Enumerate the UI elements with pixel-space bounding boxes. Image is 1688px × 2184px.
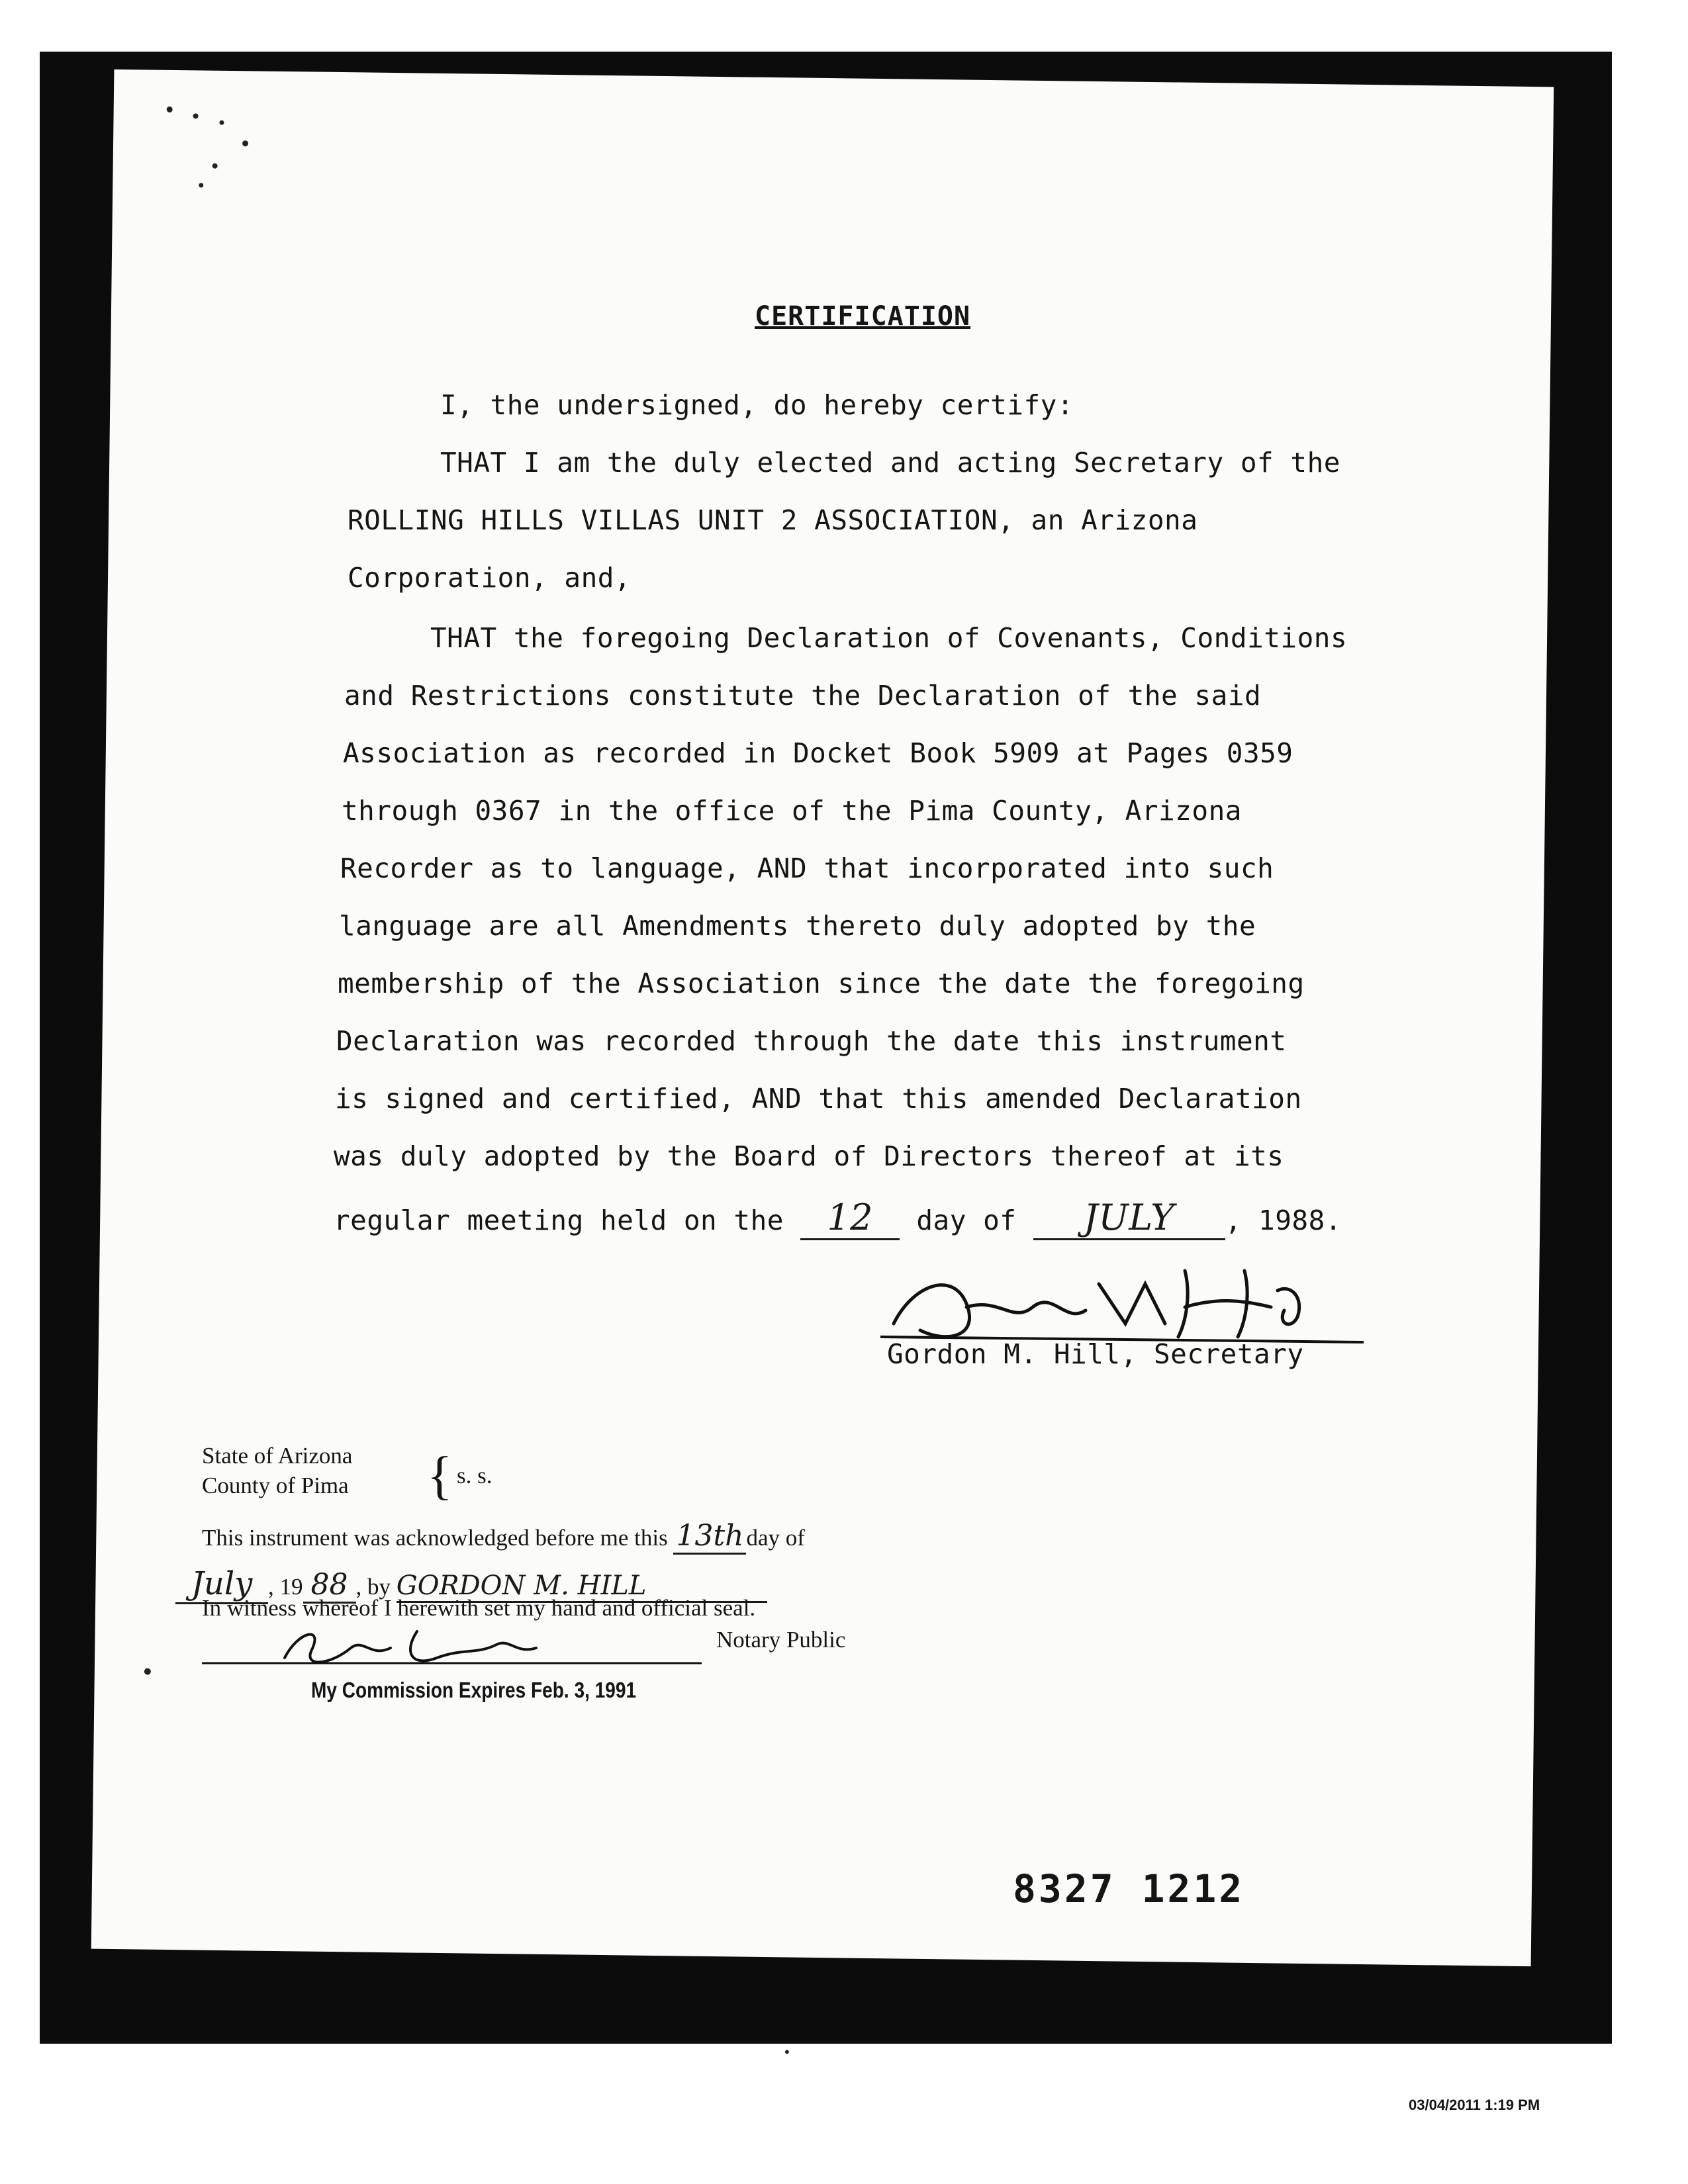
meeting-dayof: day of <box>916 1205 1017 1236</box>
body-line: Declaration was recorded through the date this instrument <box>336 1025 1287 1057</box>
body-line: Recorder as to language, AND that incorporated into such <box>340 852 1274 884</box>
meeting-year: , 1988. <box>1225 1205 1342 1236</box>
body-line: I, the undersigned, do hereby certify: <box>440 389 1074 421</box>
meeting-day: 12 <box>800 1197 900 1240</box>
body-line: and Restrictions constitute the Declaration of the said <box>344 680 1262 711</box>
document-title: CERTIFICATION <box>755 301 971 332</box>
body-line: THAT I am the duly elected and acting Secretary of the <box>440 447 1340 478</box>
notary-signature <box>199 1618 702 1680</box>
body-line: was duly adopted by the Board of Directors thereof at its <box>334 1140 1284 1172</box>
body-line: Association as recorded in Docket Book 5909 at Pages 0359 <box>343 737 1293 769</box>
ack-text: This instrument was acknowledged before me this <box>202 1525 668 1551</box>
ack-year: 88 <box>303 1568 356 1604</box>
body-line: is signed and certified, AND that this amended Declaration <box>335 1083 1302 1115</box>
meeting-prefix: regular meeting held on the <box>334 1205 784 1236</box>
ack-name: GORDON M. HILL <box>397 1570 767 1603</box>
body-line: through 0367 in the office of the Pima County, Arizona <box>342 795 1242 827</box>
recording-number: 8327 1212 <box>1013 1866 1245 1911</box>
body-line: language are all Amendments thereto duly adopted by the <box>339 910 1256 942</box>
ack-by: , by <box>355 1574 391 1600</box>
ack-month: July <box>175 1565 268 1604</box>
body-line: THAT the foregoing Declaration of Covenants, Conditions <box>430 622 1348 654</box>
venue-brace: { <box>427 1447 453 1505</box>
acknowledgment-line <box>202 1519 805 1555</box>
meeting-date-line <box>334 1197 1342 1240</box>
meeting-month: JULY <box>1033 1197 1225 1240</box>
ack-year-prefix: , 19 <box>268 1574 303 1600</box>
witness-line: In witness whereof I herewith set my hand and official seal. <box>202 1595 756 1621</box>
venue-ss: s. s. <box>457 1463 492 1488</box>
print-timestamp: 03/04/2011 1:19 PM <box>1409 2097 1540 2113</box>
body-line: Corporation, and, <box>348 562 632 594</box>
commission-expiry: My Commission Expires Feb. 3, 1991 <box>311 1678 637 1702</box>
body-line: ROLLING HILLS VILLAS UNIT 2 ASSOCIATION, an Arizona <box>348 504 1198 536</box>
venue-state: State of Arizona <box>202 1443 353 1469</box>
body-line: membership of the Association since the date the foregoing <box>338 968 1305 999</box>
ack-dayof: day of <box>746 1525 805 1551</box>
secretary-printed-name: Gordon M. Hill, Secretary <box>887 1338 1304 1370</box>
ack-day: 13th <box>673 1519 746 1555</box>
venue-county: County of Pima <box>202 1473 349 1498</box>
notary-label: Notary Public <box>716 1627 846 1653</box>
